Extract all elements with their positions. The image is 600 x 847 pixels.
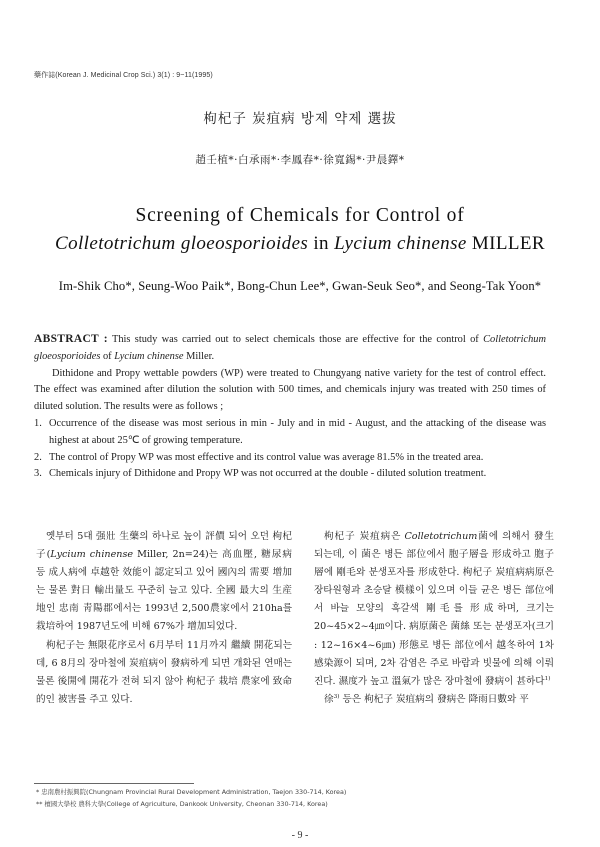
result-item	[34, 466, 546, 483]
abstract-text: This study was carried out to select chemicals those are effective for the control of	[107, 334, 484, 345]
korean-authors: 趙壬植*·白承雨*·李鳳春*·徐寬錫*·尹晨鐸*	[195, 154, 405, 166]
reference-marker: 1)	[544, 675, 551, 682]
abstract-section	[34, 331, 546, 483]
result-item	[34, 450, 546, 467]
results-list	[34, 416, 546, 483]
abstract-paragraph-2: Dithidone and Propy wettable powders (WP) were treated to Chungyang native variety for the test of control effect. The effect was examined after dilution the solution with 500 times, and chemicals injury was treated with 250 times of diluted solution. The results were as follows ;	[34, 367, 546, 413]
abstract-host: Lycium chinense	[114, 350, 184, 362]
footnote-affiliation-2: ** 檀國大學校 農科大學(College of Agriculture, Dankook University, Cheonan 330-714, Korea)	[36, 800, 328, 808]
abstract-pathogen: Colletotrichum gloeosporioides	[34, 334, 546, 362]
body-text: 옛부터 5대 强壯 生藥의 하나로 높이 評價 되어 오던 枸杞子(	[36, 531, 292, 561]
reference-marker: 3)	[333, 693, 340, 700]
body-column-right	[314, 528, 554, 709]
body-paragraph: 枸杞子는 無限花序로서 6月부터 11月까지 繼續 開花되는데, 6 8月의 장마철에 炭疽病이 發病하게 되면 개화된 연매는 물론 後開에 開花가 전혀 되지 않아 枸杞子 栽培 農家에 致命的인 被害를 주고 있다.	[36, 639, 292, 705]
abstract-paragraph-1	[34, 331, 546, 366]
abstract-label: ABSTRACT :	[34, 333, 108, 345]
english-title-line1: Screening of Chemicals for Control of	[135, 205, 465, 226]
english-authors: Im-Shik Cho*, Seung-Woo Paik*, Bong-Chun Lee*, Gwan-Seuk Seo*, and Seong-Tak Yoon*	[58, 279, 542, 293]
footnote-divider	[34, 783, 194, 784]
korean-title: 枸杞子 炭疽病 방제 약제 選拔	[203, 111, 397, 127]
body-text: 枸杞子 炭疽病은	[324, 531, 405, 542]
result-text: The control of Propy WP was most effective and its control value was average 81.5% in the treated area.	[49, 451, 484, 463]
english-title-line2	[0, 233, 600, 255]
body-paragraph	[314, 691, 554, 709]
body-paragraph	[36, 528, 292, 637]
abstract-text-end: Miller.	[183, 350, 215, 362]
title-pathogen-name: Colletotrichum gloeosporioides	[55, 233, 309, 254]
body-species-name: Lycium chinense	[50, 549, 134, 561]
body-paragraph	[314, 528, 554, 691]
result-number: 3.	[34, 468, 42, 480]
abstract-text-of: of	[100, 350, 115, 362]
result-number: 1.	[34, 417, 42, 429]
body-text: 등은 枸杞子 炭疽病의 發病은 降雨日數와 平	[339, 693, 529, 705]
title-author-citation: MILLER	[466, 233, 545, 254]
body-column-left	[36, 528, 292, 709]
page-number: - 9 -	[291, 830, 309, 841]
result-number: 2.	[34, 451, 42, 463]
body-genus-name: Colletotrichum	[404, 531, 478, 542]
body-text: 徐	[324, 693, 334, 705]
footnote-affiliation-1: * 忠南農村振興院(Chungnam Provincial Rural Development Administration, Taejon 330-714, Korea)	[36, 788, 347, 796]
result-item	[34, 416, 546, 450]
title-in: in	[308, 233, 335, 254]
body-text: Miller, 2n=24)는 高血壓, 糖尿病 등 成人病에 卓越한 效能이 認定되고 있어 國內의 需要 增加는 물론 對日 輸出量도 꾸준히 늘고 있다. 全國 最大의 生産地인 忠南 靑陽郡에서는 1993년 2,500農家에서 210ha를 栽培하여 1987년도에 비해 67%가 增加되었다.	[36, 549, 292, 633]
body-text: 菌에 의해서 發生 되는데, 이 菌은 병든 部位에서 胞子層을 形成하고 胞子層에 剛毛와 분생포자를 形成한다. 枸杞子 炭疽病病原은 장타원형과 초승달 模樣이 있으며 이들 균은 병든 部位에서 바늘 모양의 흑갈색 剛毛를 形成하며, 크기는 20~45×2~4㎛이다. 病原菌은 菌絲 또는 분생포자(크기 : 12~16×4~6㎛) 形態로 병든 部位에서 越冬하여 1차 感染源이 되며, 2차 감염은 주로 바람과 빗물에 의해 이뤄진다. 濕度가 높고 溫氣가 많은 장마철에 發病이 甚하다	[314, 531, 555, 687]
result-text: Occurrence of the disease was most serious in min - July and in mid - August, and the attacking of the disease was highest at about 25℃ of growing temperature.	[49, 417, 546, 446]
title-host-name: Lycium chinense	[334, 233, 467, 254]
journal-citation: 藥作誌(Korean J. Medicinal Crop Sci.) 3(1) : 9~11(1995)	[34, 72, 213, 79]
result-text: Chemicals injury of Dithidone and Propy WP was not occurred at the double - diluted solution treatment.	[49, 468, 487, 480]
